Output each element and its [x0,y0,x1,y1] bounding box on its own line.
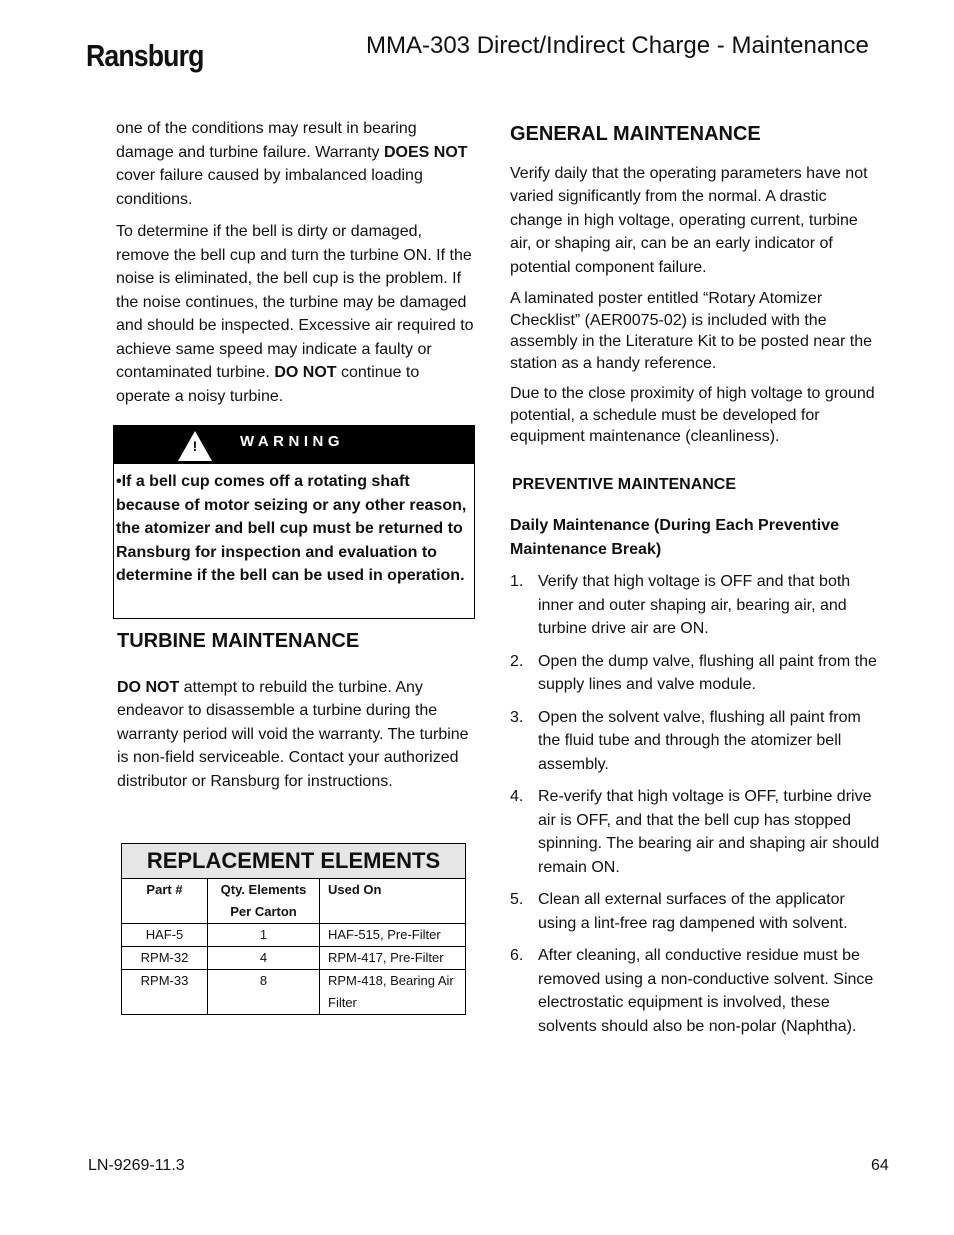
table-header-part: Part # [122,879,208,924]
table-cell: HAF-515, Pre-Filter [320,924,466,947]
table-header-used-on: Used On [320,879,466,924]
replacement-elements-table [121,843,466,1015]
table-row [122,970,466,1015]
table-header-qty: Qty. Elements Per Carton [208,879,320,924]
document-title: MMA-303 Direct/Indirect Charge - Maintenance [366,32,869,59]
right-column [510,117,882,1047]
preventive-maintenance-heading: PREVENTIVE MAINTENANCE [512,475,737,493]
general-paragraph-2: A laminated poster entitled “Rotary Atomizer Checklist” (AER0075-02) is included with the assembly in the Literature Kit to be posted near the station as a handy reference. [510,290,872,372]
table-cell: 8 [208,970,320,1015]
table-cell: RPM-32 [122,947,208,970]
turbine-section [117,630,477,802]
footer-doc-number: LN-9269-11.3 [88,1157,185,1174]
list-item: 3. Open the solvent valve, flushing all paint from the fluid tube and through the atomizer bell assembly. [510,708,861,773]
bearing-paragraph: one of the conditions may result in bearing damage and turbine failure. Warranty DOES NOT cover failure caused by imbalanced loading conditions. [116,120,468,208]
warning-header [114,426,474,464]
table-cell: RPM-33 [122,970,208,1015]
table-cell: 1 [208,924,320,947]
turbine-heading: TURBINE MAINTENANCE [117,630,360,652]
noise-paragraph: To determine if the bell is dirty or damaged, remove the bell cup and turn the turbine ON. If the noise is eliminated, the bell cup is the problem. If the noise continues, the turbine may be damaged and should be inspected. Excessive air required to achieve same speed may indicate a faulty or contaminated turbine. DO NOT continue to operate a noisy turbine. [116,223,474,405]
table-cell: 4 [208,947,320,970]
list-item: 5. Clean all external surfaces of the applicator using a lint-free rag dampened with solvent. [510,891,848,932]
footer-page-number: 64 [871,1157,889,1174]
general-paragraph-1: Verify daily that the operating parameters have not varied significantly from the normal. A drastic change in high voltage, operating current, turbine air, or shaping air, can be an early indicator of potential component failure. [510,164,868,276]
table-caption: REPLACEMENT ELEMENTS [122,844,466,879]
table-row [122,924,466,947]
list-item: 6. After cleaning, all conductive residue must be removed using a non-conductive solvent. Since electrostatic equipment is involved, these solvents should also be non-polar (Naphtha). [510,947,874,1035]
table-cell: RPM-417, Pre-Filter [320,947,466,970]
left-column [116,117,476,417]
general-maintenance-heading: GENERAL MAINTENANCE [510,123,761,145]
warning-text: •If a bell cup comes off a rotating shaft because of motor seizing or any other reason, the atomizer and bell cup must be returned to Ransburg for inspection and evaluation to determine if the bell can be used in operation. [116,473,467,584]
list-item: 1. Verify that high voltage is OFF and that both inner and outer shaping air, bearing air, and turbine drive air are ON. [510,573,851,637]
list-item: 2. Open the dump valve, flushing all paint from the supply lines and valve module. [510,652,877,693]
brand-logo: Ransburg [86,38,204,73]
table-cell: RPM-418, Bearing Air Filter [320,970,466,1015]
turbine-paragraph: DO NOT attempt to rebuild the turbine. Any endeavor to disassemble a turbine during the warranty period will void the warranty. The turbine is non-field serviceable. Contact your authorized distributor or Ransburg for instructions. [117,678,469,790]
warning-box [113,425,475,619]
daily-maintenance-heading: Daily Maintenance (During Each Preventive Maintenance Break) [510,517,839,558]
list-item: 4. Re-verify that high voltage is OFF, turbine drive air is OFF, and that the bell cup has stopped spinning. The bearing air and shaping air should remain ON. [510,788,880,876]
warning-label: WARNING [240,433,344,450]
warning-exclamation: ! [192,438,198,454]
maintenance-steps [510,570,882,1038]
table-row [122,947,466,970]
general-paragraph-3: Due to the close proximity of high voltage to ground potential, a schedule must be developed for equipment maintenance (cleanliness). [510,385,875,445]
table-cell: HAF-5 [122,924,208,947]
